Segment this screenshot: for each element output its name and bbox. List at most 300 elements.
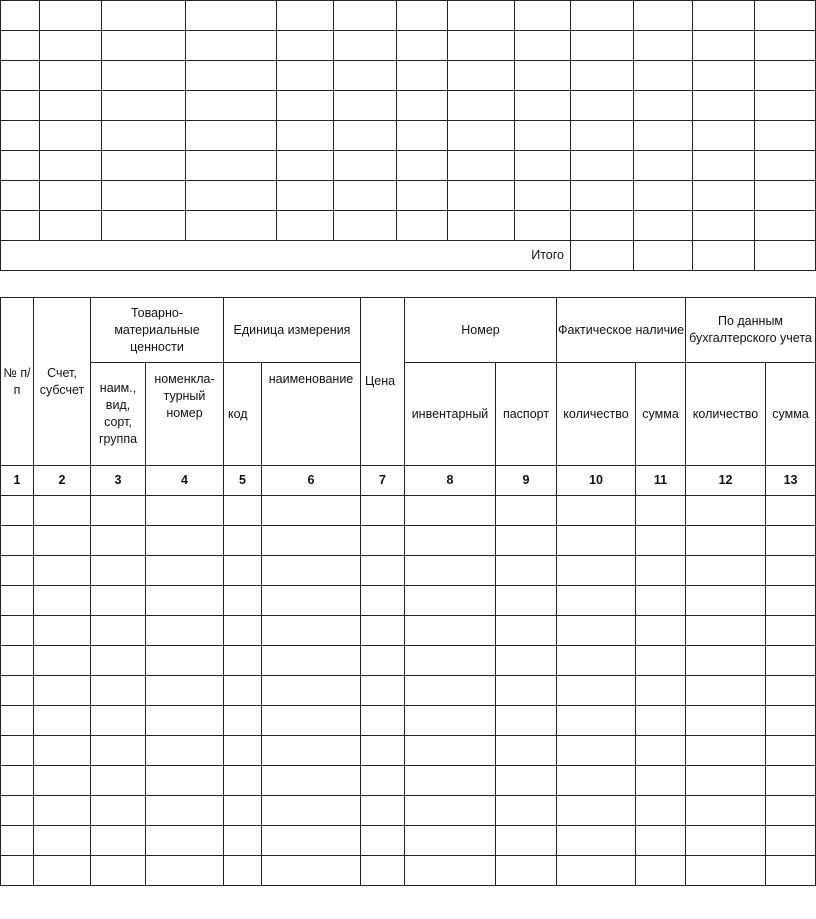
table-cell[interactable]	[262, 556, 361, 586]
table-cell[interactable]	[224, 736, 262, 766]
table-cell[interactable]	[1, 121, 40, 151]
table-cell[interactable]	[693, 91, 755, 121]
table-cell[interactable]	[405, 796, 496, 826]
table-cell[interactable]	[686, 706, 766, 736]
table-cell[interactable]	[34, 766, 91, 796]
table-cell[interactable]	[262, 796, 361, 826]
table-cell[interactable]	[146, 796, 224, 826]
table-cell[interactable]	[496, 616, 557, 646]
table-cell[interactable]	[755, 91, 816, 121]
table-cell[interactable]	[515, 121, 571, 151]
table-cell[interactable]	[686, 736, 766, 766]
table-cell[interactable]	[186, 91, 277, 121]
table-cell[interactable]	[1, 706, 34, 736]
table-cell[interactable]	[1, 526, 34, 556]
table-cell[interactable]	[397, 31, 448, 61]
table-cell[interactable]	[361, 556, 405, 586]
table-cell[interactable]	[146, 586, 224, 616]
table-cell[interactable]	[686, 676, 766, 706]
table-cell[interactable]	[693, 61, 755, 91]
table-cell[interactable]	[146, 526, 224, 556]
table-cell[interactable]	[361, 676, 405, 706]
table-cell[interactable]	[557, 496, 636, 526]
table-cell[interactable]	[571, 91, 634, 121]
table-cell[interactable]	[571, 1, 634, 31]
table-cell[interactable]	[693, 181, 755, 211]
table-cell[interactable]	[766, 766, 816, 796]
table-cell[interactable]	[634, 1, 693, 31]
table-cell[interactable]	[146, 766, 224, 796]
table-cell[interactable]	[405, 736, 496, 766]
table-cell[interactable]	[557, 706, 636, 736]
table-cell[interactable]	[571, 151, 634, 181]
table-cell[interactable]	[334, 1, 397, 31]
table-cell[interactable]	[636, 766, 686, 796]
table-cell[interactable]	[1, 181, 40, 211]
table-cell[interactable]	[557, 826, 636, 856]
table-cell[interactable]	[515, 61, 571, 91]
table-cell[interactable]	[448, 61, 515, 91]
table-cell[interactable]	[448, 211, 515, 241]
table-cell[interactable]	[40, 151, 102, 181]
table-cell[interactable]	[1, 676, 34, 706]
table-cell[interactable]	[766, 556, 816, 586]
table-cell[interactable]	[102, 181, 186, 211]
table-cell[interactable]	[91, 676, 146, 706]
table-cell[interactable]	[224, 856, 262, 886]
table-cell[interactable]	[636, 706, 686, 736]
table-cell[interactable]	[224, 556, 262, 586]
table-cell[interactable]	[91, 796, 146, 826]
table-cell[interactable]	[515, 31, 571, 61]
table-cell[interactable]	[686, 616, 766, 646]
table-cell[interactable]	[91, 556, 146, 586]
table-cell[interactable]	[34, 526, 91, 556]
table-cell[interactable]	[186, 61, 277, 91]
table-cell[interactable]	[448, 121, 515, 151]
table-cell[interactable]	[146, 736, 224, 766]
table-cell[interactable]	[277, 151, 334, 181]
table-cell[interactable]	[262, 766, 361, 796]
table-cell[interactable]	[40, 211, 102, 241]
table-cell[interactable]	[766, 736, 816, 766]
table-cell[interactable]	[186, 121, 277, 151]
table-row	[1, 766, 816, 796]
table-cell[interactable]	[361, 736, 405, 766]
table-cell[interactable]	[693, 151, 755, 181]
table-cell[interactable]	[40, 61, 102, 91]
table-row	[1, 496, 816, 526]
table-cell[interactable]	[34, 556, 91, 586]
table-cell[interactable]	[405, 616, 496, 646]
table-cell[interactable]	[766, 526, 816, 556]
table-cell[interactable]	[224, 586, 262, 616]
table-cell[interactable]	[496, 646, 557, 676]
table-cell[interactable]	[515, 1, 571, 31]
table-cell[interactable]	[557, 556, 636, 586]
table-cell[interactable]	[686, 856, 766, 886]
table-row	[1, 211, 816, 241]
table-cell[interactable]	[334, 91, 397, 121]
table-cell[interactable]	[766, 616, 816, 646]
table-cell[interactable]	[397, 1, 448, 31]
table-cell[interactable]	[91, 616, 146, 646]
table-cell[interactable]	[496, 556, 557, 586]
table-cell[interactable]	[34, 676, 91, 706]
table-cell[interactable]	[634, 31, 693, 61]
table-cell[interactable]	[361, 586, 405, 616]
table-cell[interactable]	[262, 496, 361, 526]
table-cell[interactable]	[1, 586, 34, 616]
table-cell[interactable]	[686, 646, 766, 676]
table-cell[interactable]	[515, 181, 571, 211]
table-cell[interactable]	[557, 526, 636, 556]
total-cell[interactable]	[571, 241, 634, 271]
table-cell[interactable]	[766, 586, 816, 616]
table-cell[interactable]	[636, 616, 686, 646]
column-number: 13	[766, 466, 816, 496]
table-cell[interactable]	[102, 1, 186, 31]
table-cell[interactable]	[755, 61, 816, 91]
table-cell[interactable]	[693, 1, 755, 31]
table-cell[interactable]	[277, 121, 334, 151]
table-cell[interactable]	[277, 91, 334, 121]
table-cell[interactable]	[262, 826, 361, 856]
table-cell[interactable]	[102, 31, 186, 61]
table-cell[interactable]	[102, 151, 186, 181]
table-cell[interactable]	[1, 766, 34, 796]
table-cell[interactable]	[91, 646, 146, 676]
table-cell[interactable]	[361, 646, 405, 676]
table-cell[interactable]	[34, 856, 91, 886]
table-cell[interactable]	[91, 856, 146, 886]
header-goods-values: Товарно-материальные ценности	[91, 298, 224, 363]
table-cell[interactable]	[755, 121, 816, 151]
table-cell[interactable]	[224, 616, 262, 646]
table-cell[interactable]	[636, 496, 686, 526]
table-cell[interactable]	[571, 181, 634, 211]
table-row	[1, 616, 816, 646]
table-cell[interactable]	[496, 526, 557, 556]
table-cell[interactable]	[634, 61, 693, 91]
table-cell[interactable]	[277, 61, 334, 91]
table-cell[interactable]	[34, 586, 91, 616]
table-cell[interactable]	[334, 121, 397, 151]
table-cell[interactable]	[686, 496, 766, 526]
table-cell[interactable]	[146, 676, 224, 706]
table-cell[interactable]	[34, 736, 91, 766]
table-cell[interactable]	[634, 91, 693, 121]
table-cell[interactable]	[40, 1, 102, 31]
table-cell[interactable]	[405, 526, 496, 556]
table-cell[interactable]	[397, 181, 448, 211]
table-cell[interactable]	[262, 526, 361, 556]
table-cell[interactable]	[1, 646, 34, 676]
table-cell[interactable]	[557, 586, 636, 616]
table-cell[interactable]	[277, 1, 334, 31]
table-cell[interactable]	[693, 121, 755, 151]
table-cell[interactable]	[277, 31, 334, 61]
table-cell[interactable]	[448, 1, 515, 31]
table-cell[interactable]	[557, 856, 636, 886]
column-number: 1	[1, 466, 34, 496]
table-cell[interactable]	[361, 856, 405, 886]
table-cell[interactable]	[496, 676, 557, 706]
table-cell[interactable]	[496, 706, 557, 736]
table-cell[interactable]	[102, 91, 186, 121]
table-cell[interactable]	[102, 121, 186, 151]
table-cell[interactable]	[186, 211, 277, 241]
table-cell[interactable]	[448, 181, 515, 211]
table-cell[interactable]	[405, 646, 496, 676]
table-cell[interactable]	[262, 736, 361, 766]
table-cell[interactable]	[634, 181, 693, 211]
table-cell[interactable]	[636, 796, 686, 826]
total-cell[interactable]	[634, 241, 693, 271]
table-cell[interactable]	[496, 586, 557, 616]
subheader-name: наим., вид, сорт, группа	[91, 363, 146, 466]
table-cell[interactable]	[34, 616, 91, 646]
table-cell[interactable]	[448, 151, 515, 181]
table-row	[1, 61, 816, 91]
table-cell[interactable]	[571, 61, 634, 91]
table-cell[interactable]	[571, 211, 634, 241]
table-row	[1, 91, 816, 121]
table-cell[interactable]	[636, 586, 686, 616]
table-cell[interactable]	[693, 31, 755, 61]
table-cell[interactable]	[186, 181, 277, 211]
table-cell[interactable]	[361, 796, 405, 826]
table-cell[interactable]	[686, 796, 766, 826]
table-cell[interactable]	[405, 856, 496, 886]
table-cell[interactable]	[397, 61, 448, 91]
table-cell[interactable]	[1, 736, 34, 766]
table-cell[interactable]	[262, 706, 361, 736]
table-cell[interactable]	[496, 766, 557, 796]
table-cell[interactable]	[1, 556, 34, 586]
table-cell[interactable]	[755, 31, 816, 61]
table-cell[interactable]	[766, 826, 816, 856]
table-cell[interactable]	[262, 676, 361, 706]
table-cell[interactable]	[334, 211, 397, 241]
table-cell[interactable]	[146, 826, 224, 856]
table-cell[interactable]	[766, 796, 816, 826]
table-cell[interactable]	[334, 31, 397, 61]
table-row	[1, 121, 816, 151]
table-cell[interactable]	[755, 181, 816, 211]
table-cell[interactable]	[1, 796, 34, 826]
table-cell[interactable]	[262, 856, 361, 886]
table-cell[interactable]	[262, 586, 361, 616]
table-cell[interactable]	[686, 556, 766, 586]
table-cell[interactable]	[686, 766, 766, 796]
table-cell[interactable]	[557, 766, 636, 796]
table-cell[interactable]	[634, 151, 693, 181]
table-cell[interactable]	[334, 181, 397, 211]
table-cell[interactable]	[496, 796, 557, 826]
table-cell[interactable]	[496, 736, 557, 766]
table-cell[interactable]	[766, 706, 816, 736]
table-cell[interactable]	[277, 181, 334, 211]
table-cell[interactable]	[634, 121, 693, 151]
table-cell[interactable]	[34, 706, 91, 736]
table-cell[interactable]	[224, 646, 262, 676]
table-row	[1, 796, 816, 826]
table-row	[1, 31, 816, 61]
table-cell[interactable]	[40, 121, 102, 151]
table-cell[interactable]	[405, 706, 496, 736]
header-number: Номер	[405, 298, 557, 363]
table-cell[interactable]	[224, 676, 262, 706]
table-cell[interactable]	[397, 121, 448, 151]
table-cell[interactable]	[91, 706, 146, 736]
table-cell[interactable]	[277, 211, 334, 241]
table-cell[interactable]	[766, 646, 816, 676]
table-cell[interactable]	[405, 676, 496, 706]
table-cell[interactable]	[755, 1, 816, 31]
table-cell[interactable]	[1, 151, 40, 181]
table-cell[interactable]	[146, 496, 224, 526]
table-cell[interactable]	[224, 496, 262, 526]
table-cell[interactable]	[34, 646, 91, 676]
column-number: 4	[146, 466, 224, 496]
table-cell[interactable]	[405, 556, 496, 586]
table-cell[interactable]	[515, 91, 571, 121]
table-cell[interactable]	[224, 526, 262, 556]
table-cell[interactable]	[91, 526, 146, 556]
table-cell[interactable]	[636, 556, 686, 586]
table-cell[interactable]	[557, 616, 636, 646]
table-cell[interactable]	[693, 211, 755, 241]
table-cell[interactable]	[361, 766, 405, 796]
table-cell[interactable]	[361, 706, 405, 736]
table-cell[interactable]	[397, 151, 448, 181]
table-cell[interactable]	[224, 766, 262, 796]
table-cell[interactable]	[262, 616, 361, 646]
table-cell[interactable]	[397, 91, 448, 121]
table-cell[interactable]	[361, 496, 405, 526]
table-cell[interactable]	[557, 676, 636, 706]
table-cell[interactable]	[636, 526, 686, 556]
table-cell[interactable]	[224, 826, 262, 856]
table-cell[interactable]	[405, 826, 496, 856]
table-cell[interactable]	[224, 706, 262, 736]
table-cell[interactable]	[686, 586, 766, 616]
table-cell[interactable]	[496, 496, 557, 526]
table-cell[interactable]	[186, 1, 277, 31]
table-cell[interactable]	[766, 856, 816, 886]
table-cell[interactable]	[515, 211, 571, 241]
subheader-accounting-sum: сумма	[766, 363, 816, 466]
table-cell[interactable]	[262, 646, 361, 676]
table-cell[interactable]	[102, 61, 186, 91]
table-cell[interactable]	[1, 211, 40, 241]
table-cell[interactable]	[557, 736, 636, 766]
total-cell[interactable]	[693, 241, 755, 271]
table-cell[interactable]	[1, 91, 40, 121]
table-cell[interactable]	[34, 496, 91, 526]
table-cell[interactable]	[766, 676, 816, 706]
table-cell[interactable]	[636, 736, 686, 766]
subheader-actual-quantity: количество	[557, 363, 636, 466]
table-cell[interactable]	[448, 31, 515, 61]
table-cell[interactable]	[636, 646, 686, 676]
table-cell[interactable]	[405, 586, 496, 616]
table-cell[interactable]	[571, 121, 634, 151]
table-cell[interactable]	[1, 1, 40, 31]
table-cell[interactable]	[186, 151, 277, 181]
subheader-passport: паспорт	[496, 363, 557, 466]
table-cell[interactable]	[146, 706, 224, 736]
table-cell[interactable]	[91, 766, 146, 796]
table-cell[interactable]	[557, 796, 636, 826]
column-number: 2	[34, 466, 91, 496]
table-cell[interactable]	[405, 496, 496, 526]
table-cell[interactable]	[1, 61, 40, 91]
table-cell[interactable]	[224, 796, 262, 826]
table-cell[interactable]	[496, 856, 557, 886]
table-cell[interactable]	[34, 826, 91, 856]
table-cell[interactable]	[102, 211, 186, 241]
table-cell[interactable]	[91, 736, 146, 766]
table-cell[interactable]	[634, 211, 693, 241]
header-actual-availability: Фактическое наличие	[557, 298, 686, 363]
table-cell[interactable]	[766, 496, 816, 526]
table-cell[interactable]	[146, 856, 224, 886]
table-cell[interactable]	[40, 31, 102, 61]
table-cell[interactable]	[334, 151, 397, 181]
table-row	[1, 706, 816, 736]
table-cell[interactable]	[91, 586, 146, 616]
table-cell[interactable]	[755, 211, 816, 241]
table-cell[interactable]	[636, 676, 686, 706]
table-cell[interactable]	[1, 856, 34, 886]
table-cell[interactable]	[1, 31, 40, 61]
table-cell[interactable]	[34, 796, 91, 826]
table-cell[interactable]	[636, 856, 686, 886]
table-cell[interactable]	[361, 616, 405, 646]
header-row-top	[1, 298, 816, 363]
table-cell[interactable]	[361, 526, 405, 556]
table-cell[interactable]	[686, 826, 766, 856]
table-cell[interactable]	[146, 556, 224, 586]
table-row	[1, 856, 816, 886]
table-cell[interactable]	[361, 826, 405, 856]
table-cell[interactable]	[91, 826, 146, 856]
table-cell[interactable]	[40, 181, 102, 211]
table-cell[interactable]	[571, 31, 634, 61]
table-cell[interactable]	[1, 616, 34, 646]
table-cell[interactable]	[146, 646, 224, 676]
table-cell[interactable]	[40, 91, 102, 121]
table-cell[interactable]	[334, 61, 397, 91]
table-cell[interactable]	[515, 151, 571, 181]
table-cell[interactable]	[557, 646, 636, 676]
table-cell[interactable]	[636, 826, 686, 856]
table-cell[interactable]	[397, 211, 448, 241]
table-cell[interactable]	[405, 766, 496, 796]
table-cell[interactable]	[1, 826, 34, 856]
total-cell[interactable]	[755, 241, 816, 271]
table-cell[interactable]	[186, 31, 277, 61]
table-cell[interactable]	[686, 526, 766, 556]
table-cell[interactable]	[448, 91, 515, 121]
table-cell[interactable]	[146, 616, 224, 646]
table-cell[interactable]	[755, 151, 816, 181]
table-cell[interactable]	[1, 496, 34, 526]
table-cell[interactable]	[496, 826, 557, 856]
table-cell[interactable]	[91, 496, 146, 526]
